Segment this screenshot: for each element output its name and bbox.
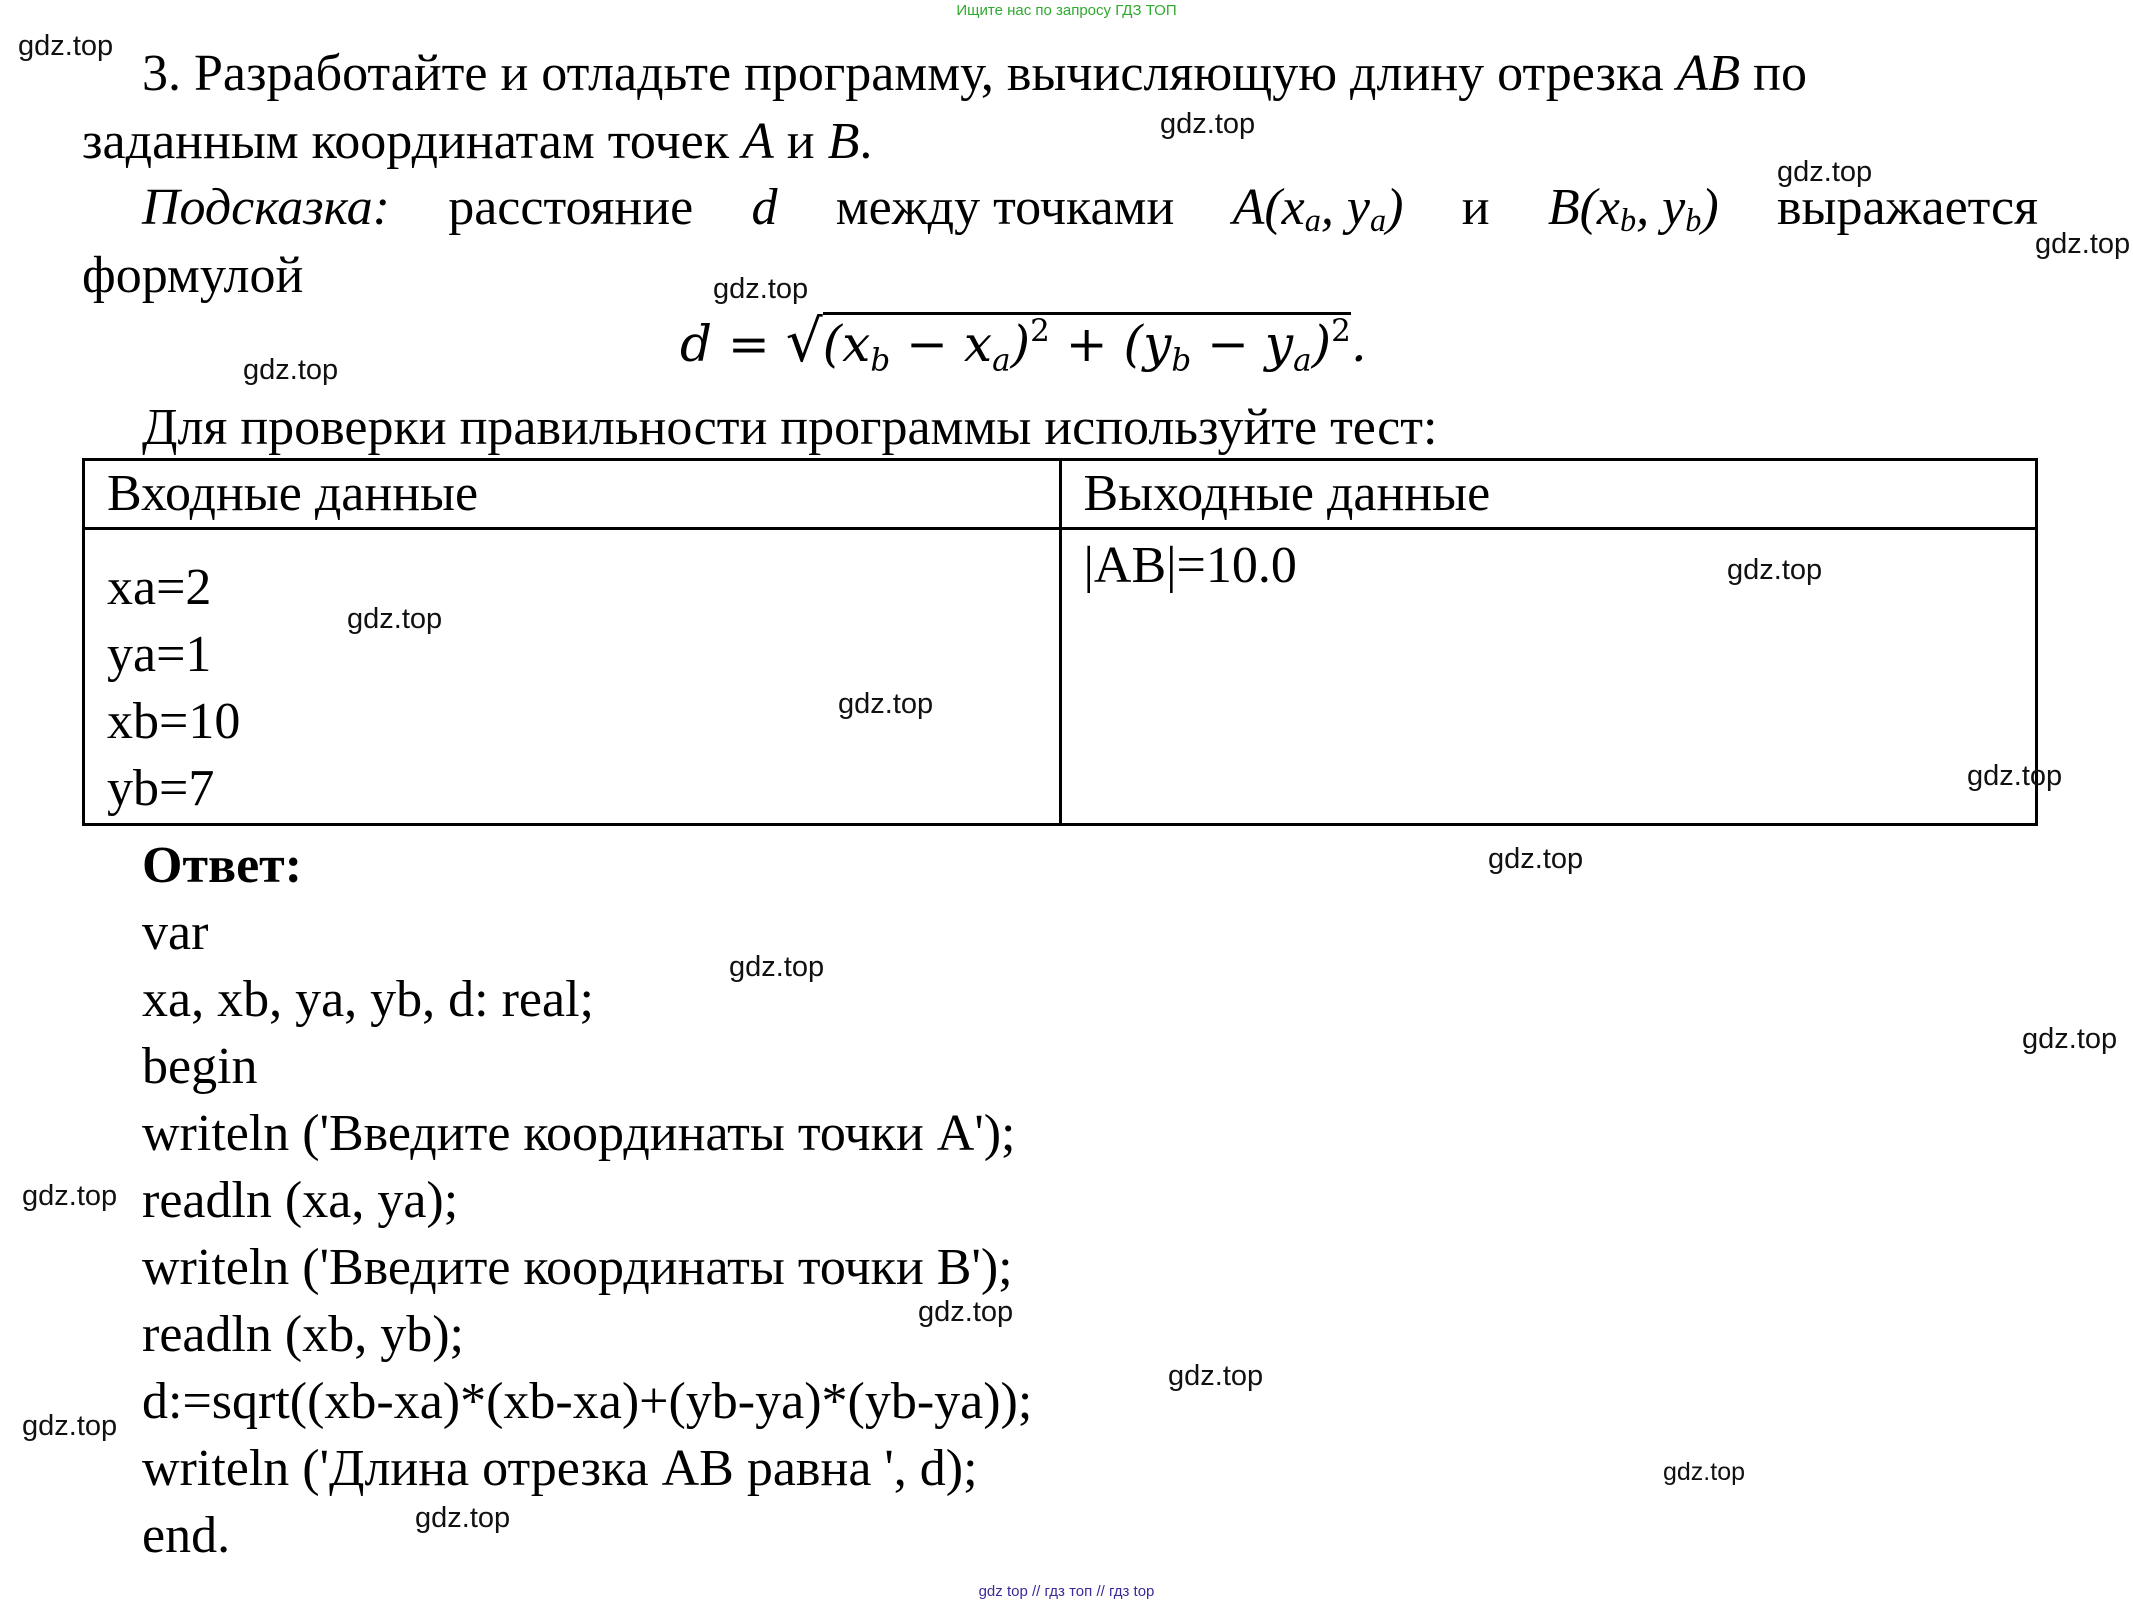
watermark: gdz.top	[22, 1410, 118, 1442]
footer-link[interactable]: gdz top	[978, 1583, 1028, 1600]
point-a: A	[741, 113, 774, 170]
watermark: gdz.top	[1488, 843, 1584, 875]
hint-label: Подсказка:	[142, 179, 390, 236]
hint-text-2: между точками	[835, 179, 1175, 236]
watermark: gdz.top	[838, 688, 934, 720]
segment-ab: AB	[1676, 45, 1741, 102]
task-line-1	[142, 45, 1807, 102]
point-b-coords: $B(x_b$, $y_b$)	[1547, 179, 1719, 239]
output-value: |AB|=10.0	[1083, 537, 1297, 594]
code-line: var	[142, 904, 209, 961]
task-text-2: заданным координатам точек	[82, 113, 729, 170]
hint-text-1: расстояние	[448, 179, 694, 236]
radicand: $(x_b - x_a)^2 + (y_b - y_a)^2$	[822, 312, 1351, 379]
watermark: gdz.top	[1967, 760, 2063, 792]
header-input: Входные данные	[84, 460, 1061, 529]
code-line: writeln ('Введите координаты точки A');	[142, 1105, 1016, 1162]
footer-link[interactable]: гдз топ	[1044, 1583, 1093, 1600]
watermark: gdz.top	[415, 1502, 511, 1534]
code-line: readln (xb, yb);	[142, 1306, 465, 1363]
task-text-end: по	[1753, 45, 1807, 102]
footer-links: gdz top // гдз топ // гдз top	[978, 1583, 1155, 1600]
watermark: gdz.top	[1168, 1360, 1264, 1392]
watermark: gdz.top	[1777, 156, 1873, 188]
and-word: и	[786, 113, 815, 170]
input-yb: yb=7	[107, 760, 215, 817]
input-ya: ya=1	[107, 626, 212, 683]
answer-label: Ответ:	[142, 837, 303, 894]
point-b: B	[827, 113, 860, 170]
code-line: writeln ('Введите координаты точки B');	[142, 1239, 1013, 1296]
watermark: gdz.top	[2022, 1023, 2118, 1055]
header-output: Выходные данные	[1060, 460, 2037, 529]
distance-formula	[680, 307, 1367, 379]
period: .	[859, 113, 873, 170]
hint-line	[142, 179, 2038, 239]
sqrt-sign: √	[785, 307, 823, 375]
watermark: gdz.top	[1663, 1458, 1746, 1486]
code-line: readln (xa, ya);	[142, 1172, 459, 1229]
code-line: writeln ('Длина отрезка AB равна ', d);	[142, 1440, 978, 1497]
code-line: end.	[142, 1507, 231, 1564]
point-a-coords: $A(x_a$, $y_a$)	[1232, 179, 1404, 239]
top-banner[interactable]: Ищите нас по запросу ГДЗ ТОП	[956, 2, 1177, 19]
output-cell	[1060, 529, 2037, 825]
watermark: gdz.top	[1160, 108, 1256, 140]
hint-line-2: формулой	[82, 247, 304, 304]
footer-link[interactable]: гдз top	[1108, 1583, 1155, 1600]
and-word-2: и	[1461, 179, 1490, 236]
hint-text-3: выражается	[1776, 179, 2038, 236]
code-line: d:=sqrt((xb-xa)*(xb-xa)+(yb-ya)*(yb-ya));	[142, 1373, 1033, 1430]
task-text: 3. Разработайте и отладьте программу, вычисляющую длину отрезка	[142, 45, 1664, 102]
watermark: gdz.top	[22, 1180, 118, 1212]
input-xb: xb=10	[107, 693, 241, 750]
watermark: gdz.top	[713, 273, 809, 305]
formula-lhs: d =	[680, 315, 786, 373]
test-intro: Для проверки правильности программы используйте тест:	[142, 399, 1438, 456]
code-line: xa, xb, ya, yb, d: real;	[142, 971, 594, 1028]
watermark: gdz.top	[18, 30, 114, 62]
watermark: gdz.top	[243, 354, 339, 386]
watermark: gdz.top	[1727, 554, 1823, 586]
distance-d: d	[751, 179, 778, 236]
input-xa: xa=2	[107, 559, 212, 616]
table-header-row	[84, 460, 2037, 529]
watermark: gdz.top	[729, 951, 825, 983]
input-cell	[84, 529, 1061, 825]
watermark: gdz.top	[2035, 228, 2131, 260]
test-table	[82, 458, 2038, 826]
watermark: gdz.top	[347, 603, 443, 635]
code-line: begin	[142, 1038, 258, 1095]
watermark: gdz.top	[918, 1296, 1014, 1328]
task-line-2	[82, 113, 873, 170]
formula-period: .	[1350, 315, 1367, 373]
